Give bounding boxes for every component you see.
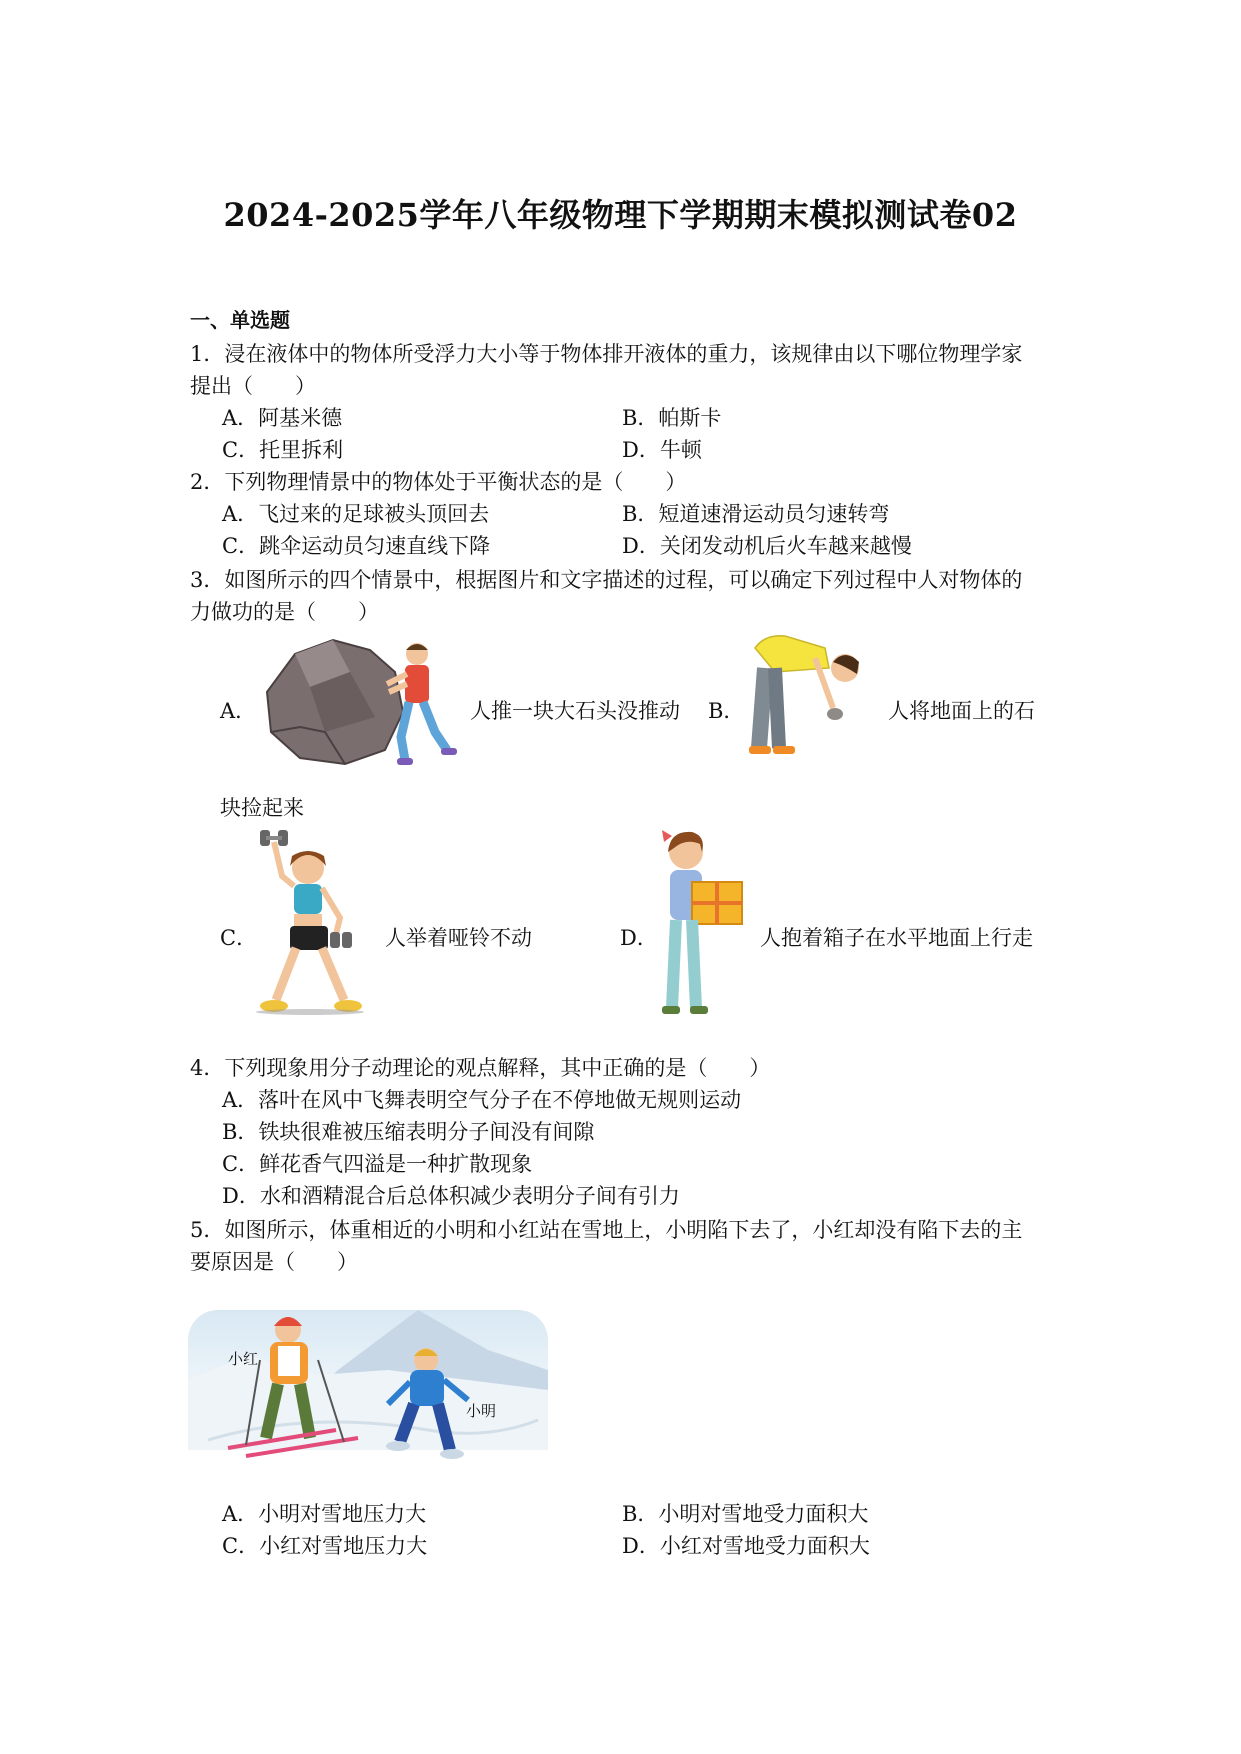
woman-holding-dumbbells-image — [252, 826, 374, 1016]
q2-option-c: C．跳伞运动员匀速直线下降 — [222, 534, 491, 558]
page-title: 2024-2025学年八年级物理下学期期末模拟测试卷02 — [223, 196, 1018, 234]
q1-option-a: A．阿基米德 — [222, 406, 343, 430]
q2-stem: 2．下列物理情景中的物体处于平衡状态的是（ ） — [190, 470, 687, 494]
boy-pushing-rock-image — [255, 632, 460, 772]
q5-option-a: A．小明对雪地压力大 — [222, 1502, 427, 1526]
q5-stem-line2: 要原因是（ ） — [190, 1250, 358, 1274]
girl-carrying-box-image — [652, 822, 752, 1018]
q1-stem-line2: 提出（ ） — [190, 374, 316, 398]
q3-option-d-letter: D． — [620, 926, 658, 950]
q4-option-d: D．水和酒精混合后总体积减少表明分子间有引力 — [222, 1184, 680, 1208]
q5-option-b: B．小明对雪地受力面积大 — [622, 1502, 869, 1526]
q3-option-d-text: 人抱着箱子在水平地面上行走 — [760, 926, 1033, 950]
q5-option-c: C．小红对雪地压力大 — [222, 1534, 428, 1558]
q3-option-b-text: 人将地面上的石 — [888, 699, 1035, 723]
q4-stem: 4．下列现象用分子动理论的观点解释，其中正确的是（ ） — [190, 1056, 771, 1080]
q5-option-d: D．小红对雪地受力面积大 — [622, 1534, 870, 1558]
snow-scene-image — [188, 1300, 548, 1460]
q1-option-d: D．牛顿 — [622, 438, 702, 462]
q3-option-a-letter: A． — [220, 699, 257, 723]
section-heading: 一、单选题 — [190, 308, 290, 332]
label-xiaohong: 小红 — [228, 1351, 259, 1368]
snow-scene-figure — [188, 1300, 548, 1460]
man-picking-up-stone-image — [745, 628, 875, 768]
q2-option-d: D．关闭发动机后火车越来越慢 — [622, 534, 912, 558]
label-xiaoming: 小明 — [466, 1403, 497, 1420]
q3-option-c-letter: C． — [220, 926, 258, 950]
q4-option-a: A．落叶在风中飞舞表明空气分子在不停地做无规则运动 — [222, 1088, 742, 1112]
q2-option-a: A．飞过来的足球被头顶回去 — [222, 502, 490, 526]
q3-option-c-text: 人举着哑铃不动 — [385, 926, 532, 950]
q1-option-c: C．托里拆利 — [222, 438, 344, 462]
q1-stem-line1: 1．浸在液体中的物体所受浮力大小等于物体排开液体的重力，该规律由以下哪位物理学家 — [190, 342, 1023, 366]
q3-option-a-text: 人推一块大石头没推动 — [470, 699, 680, 723]
q3-stem-line2: 力做功的是（ ） — [190, 600, 379, 624]
q3-stem-line1: 3．如图所示的四个情景中，根据图片和文字描述的过程，可以确定下列过程中人对物体的 — [190, 568, 1023, 592]
q3-option-b-letter: B． — [708, 699, 745, 723]
q2-option-b: B．短道速滑运动员匀速转弯 — [622, 502, 890, 526]
q5-stem-line1: 5．如图所示，体重相近的小明和小红站在雪地上，小明陷下去了，小红却没有陷下去的主 — [190, 1218, 1023, 1242]
q1-option-b: B．帕斯卡 — [622, 406, 722, 430]
q3-option-b-text-cont: 块捡起来 — [220, 796, 304, 820]
q4-option-b: B．铁块很难被压缩表明分子间没有间隙 — [222, 1120, 595, 1144]
q4-option-c: C．鲜花香气四溢是一种扩散现象 — [222, 1152, 533, 1176]
